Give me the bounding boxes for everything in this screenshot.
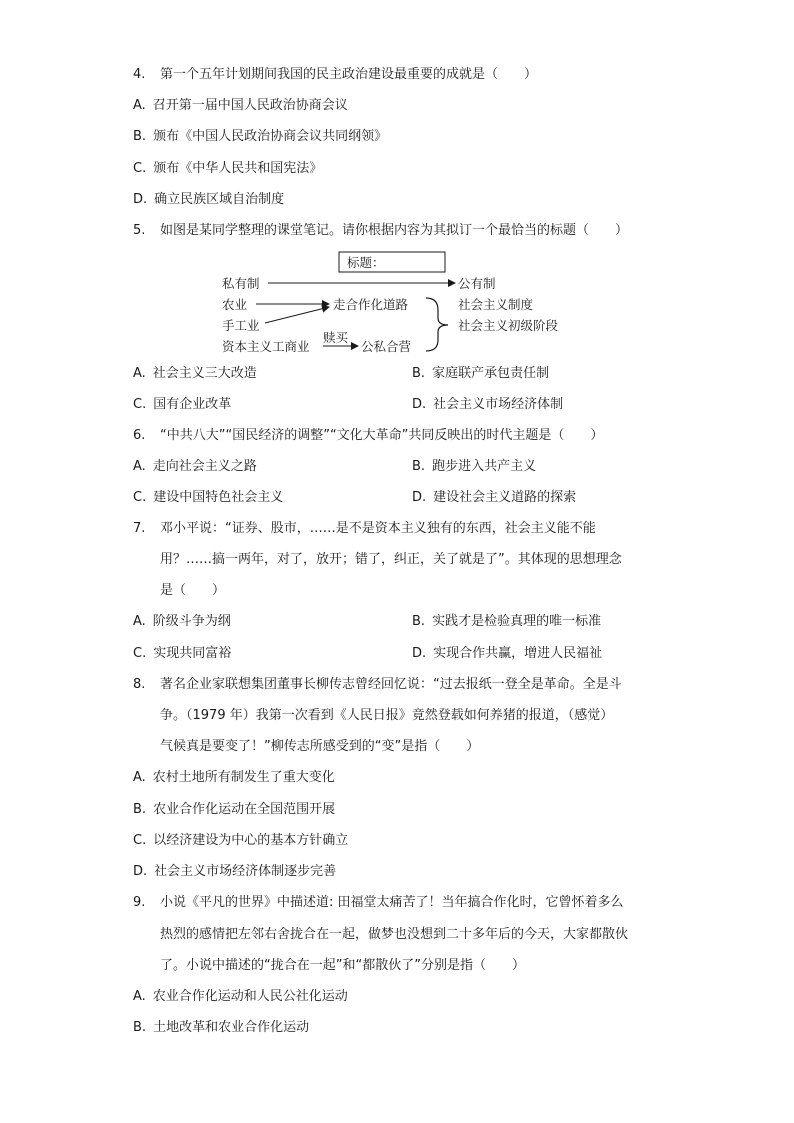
option-text: 跑步进入共产主义 (432, 459, 537, 474)
question-8-stem-line-2: 争。（1979 年）我第一次看到《人民日报》竟然登载如何养猪的报道，（感觉） (160, 708, 614, 723)
option-letter: C. (133, 161, 147, 176)
brace-icon (426, 298, 448, 351)
option-letter: B. (133, 802, 147, 817)
label-primary-stage: 社会主义初级阶段 (458, 318, 559, 333)
title-box-label: 标题： (347, 255, 385, 270)
question-6-number: 6. (133, 428, 146, 443)
option-text: 实践才是检验真理的唯一标准 (432, 614, 602, 629)
q6-option-b (412, 458, 536, 476)
label-cooperative-road: 走合作化道路 (333, 297, 409, 312)
arrow-handicraft (265, 307, 329, 323)
question-9-stem-line-1: 小说《平凡的世界》中描述道: 田福堂太痛苦了！当年搞合作化时，它曾怀着多么 (160, 895, 624, 910)
q6-option-d (412, 489, 576, 507)
option-text: 确立民族区域自治制度 (154, 192, 285, 207)
q8-option-a (133, 769, 335, 787)
option-text: 国有企业改革 (153, 397, 232, 412)
option-letter: A. (133, 989, 146, 1004)
label-private-ownership: 私有制 (222, 276, 260, 291)
option-letter: A. (133, 459, 146, 474)
label-socialist-system: 社会主义制度 (458, 297, 534, 312)
option-letter: B. (412, 459, 426, 474)
question-4-number: 4. (133, 67, 146, 82)
q8-option-c (133, 832, 348, 850)
class-notes-diagram (0, 0, 794, 370)
label-public-ownership: 公有制 (458, 276, 496, 291)
q7-option-b (412, 613, 601, 631)
option-letter: A. (133, 366, 146, 381)
option-text: 召开第一届中国人民政治协商会议 (152, 98, 348, 113)
option-letter: D. (133, 192, 148, 207)
question-9-stem-line-2: 热烈的感情把左邻右舍拢合在一起，做梦也没想到二十多年后的今天，大家都散伙 (160, 927, 629, 942)
question-6-stem: “中共八大”“国民经济的调整”“文化大革命”共同反映出的时代主题是（ ） (160, 428, 604, 443)
option-text: 实现共同富裕 (153, 646, 232, 661)
option-letter: D. (133, 864, 148, 879)
option-text: 实现合作共赢，增进人民福祉 (433, 646, 603, 661)
question-9-number: 9. (133, 895, 146, 910)
option-text: 以经济建设为中心的基本方针确立 (153, 833, 349, 848)
q5-option-a (133, 365, 257, 383)
option-text: 社会主义三大改造 (152, 366, 257, 381)
label-handicraft: 手工业 (222, 318, 260, 333)
option-letter: B. (412, 614, 426, 629)
option-letter: A. (133, 770, 146, 785)
option-text: 农业合作化运动和人民公社化运动 (152, 989, 348, 1004)
q9-option-a (133, 988, 348, 1006)
option-text: 走向社会主义之路 (152, 459, 257, 474)
question-8-stem-line-3: 气候真是要变了！”柳传志所感受到的“变”是指（ ） (160, 739, 480, 754)
q7-option-a (133, 613, 231, 631)
question-7-stem-line-3: 是（ ） (160, 583, 226, 598)
option-letter: B. (133, 1020, 147, 1035)
option-text: 阶级斗争为纲 (152, 614, 231, 629)
option-letter: D. (412, 646, 427, 661)
label-agriculture: 农业 (222, 297, 248, 312)
option-text: 农业合作化运动在全国范围开展 (153, 802, 336, 817)
q7-option-d (412, 645, 602, 663)
option-letter: A. (133, 614, 146, 629)
q5-option-c (133, 396, 231, 414)
question-5-number: 5. (133, 223, 146, 238)
q9-option-b (133, 1019, 309, 1037)
option-text: 社会主义市场经济体制 (433, 397, 564, 412)
option-letter: C. (133, 646, 147, 661)
option-text: 社会主义市场经济体制逐步完善 (154, 864, 337, 879)
question-9-stem-line-3: 了。小说中描述的“拢合在一起”和“都散伙了”分别是指（ ） (160, 958, 525, 973)
q5-option-d (412, 396, 563, 414)
q6-option-a (133, 458, 257, 476)
option-text: 家庭联产承包责任制 (432, 366, 550, 381)
option-text: 颁布《中国人民政治协商会议共同纲领》 (153, 129, 388, 144)
label-capitalist-industry: 资本主义工商业 (222, 339, 310, 354)
q5-option-b (412, 365, 549, 383)
question-5-stem: 如图是某同学整理的课堂笔记。请你根据内容为其拟订一个最恰当的标题（ ） (160, 223, 629, 238)
option-letter: C. (133, 833, 147, 848)
option-text: 农村土地所有制发生了重大变化 (152, 770, 335, 785)
option-letter: C. (133, 397, 147, 412)
q8-option-d (133, 863, 336, 881)
option-text: 建设社会主义道路的探索 (433, 490, 577, 505)
option-text: 土地改革和农业合作化运动 (153, 1020, 310, 1035)
question-7-stem-line-1: 邓小平说：“证券、股市，……是不是资本主义独有的东西，社会主义能不能 (160, 521, 596, 536)
option-letter: C. (133, 490, 147, 505)
question-7-number: 7. (133, 521, 146, 536)
question-7-stem-line-2: 用？……搞一两年，对了，放开；错了，纠正，关了就是了”。其体现的思想理念 (160, 552, 622, 567)
q7-option-c (133, 645, 231, 663)
question-8-number: 8. (133, 677, 146, 692)
label-redemption: 赎买 (323, 330, 349, 345)
option-letter: D. (412, 397, 427, 412)
q6-option-c (133, 489, 283, 507)
label-joint-venture: 公私合营 (361, 339, 412, 354)
question-4-stem: 第一个五年计划期间我国的民主政治建设最重要的成就是（ ） (160, 67, 538, 82)
option-text: 建设中国特色社会主义 (153, 490, 284, 505)
option-letter: D. (412, 490, 427, 505)
option-text: 颁布《中华人民共和国宪法》 (153, 161, 323, 176)
q8-option-b (133, 801, 335, 819)
question-8-stem-line-1: 著名企业家联想集团董事长柳传志曾经回忆说：“过去报纸一登全是革命。全是斗 (160, 677, 622, 692)
option-letter: A. (133, 98, 146, 113)
option-letter: B. (412, 366, 426, 381)
option-letter: B. (133, 129, 147, 144)
